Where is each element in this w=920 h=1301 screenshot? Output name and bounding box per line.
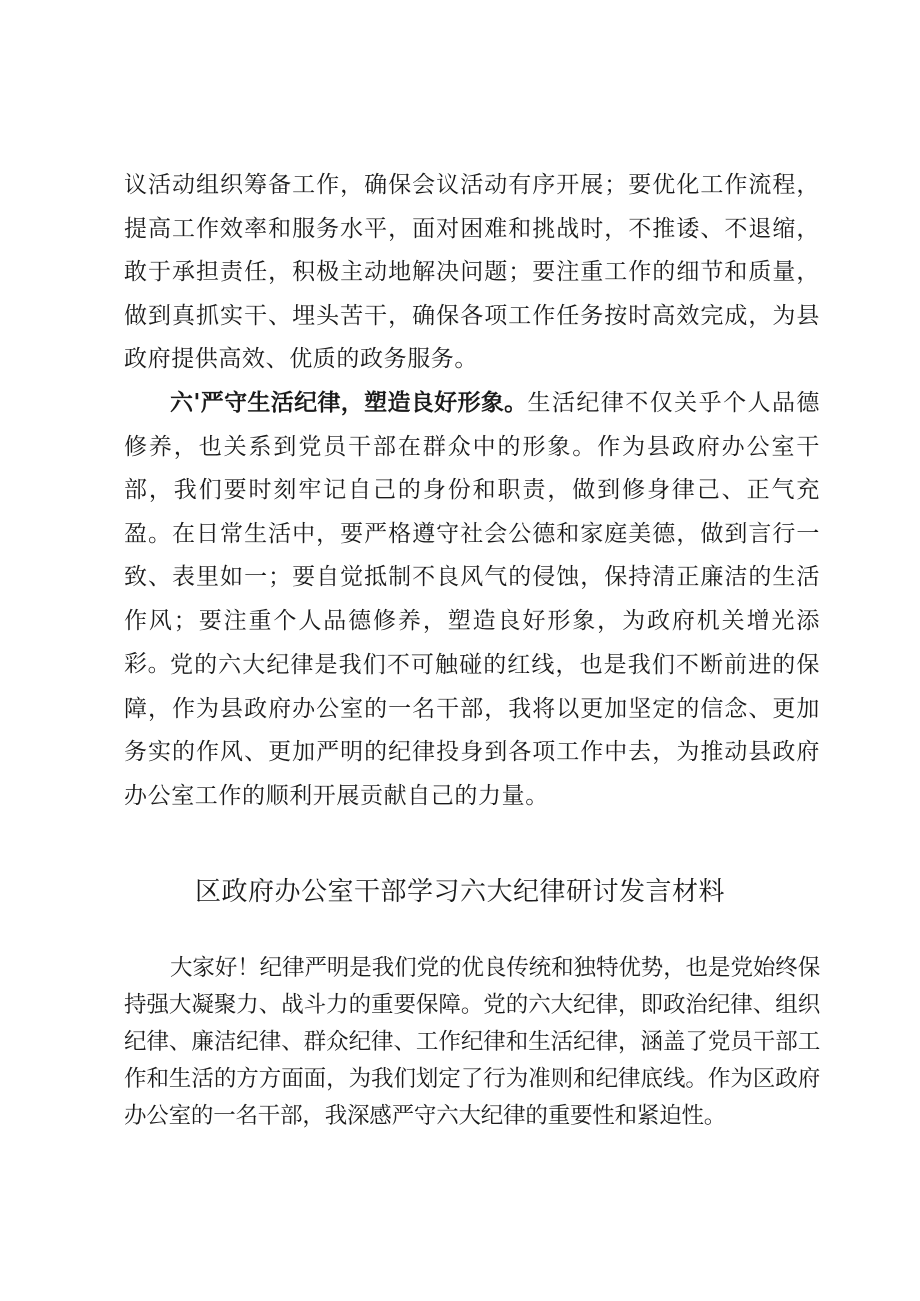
paragraph-life-discipline: [124, 382, 820, 687]
section-heading-life-discipline: 六'严守生活纪律，塑造良好形象。: [170, 390, 528, 416]
paragraph-conclusion: 党的六大纪律是我们不可触碰的红线，也是我们不断前进的保障，作为县政府办公室的一名干部，我将以更加坚定的信念、更加务实的作风、更加严明的纪律投身到各项工作中去，为推动县政府办公室工作的顺利开展贡献自己的力量。: [124, 652, 820, 809]
paragraph-article-intro: 大家好！纪律严明是我们党的优良传统和独特优势，也是党始终保持强大凝聚力、战斗力的重要保障。党的六大纪律，即政治纪律、组织纪律、廉洁纪律、群众纪律、工作纪律和生活纪律，涵盖了党员干部工作和生活的方方面面，为我们划定了行为准则和纪律底线。作为区政府办公室的一名干部，我深感严守六大纪律的重要性和紧迫性。: [124, 955, 820, 1129]
article-title: 区政府办公室干部学习六大纪律研讨发言材料: [194, 877, 725, 907]
paragraph-work-discipline-continuation: 议活动组织筹备工作，确保会议活动有序开展；要优化工作流程，提高工作效率和服务水平，面对困难和挑战时，不推诿、不退缩，敢于承担责任，积极主动地解决问题；要注重工作的细节和质量，做到真抓实干、埋头苦干，确保各项工作任务按时高效完成，为县政府提供高效、优质的政务服务。: [124, 172, 820, 372]
section-body-life-discipline: 生活纪律不仅关乎个人品德修养，也关系到党员干部在群众中的形象。作为县政府办公室干部，我们要时刻牢记自己的身份和职责，做到修身律己、正气充盈。在日常生活中，要严格遵守社会公德和家庭美德，做到言行一致、表里如一；要自觉抵制不良风气的侵蚀，保持清正廉洁的生活作风；要注重个人品德修养，塑造良好形象，为政府机关增光添彩。: [124, 390, 820, 677]
